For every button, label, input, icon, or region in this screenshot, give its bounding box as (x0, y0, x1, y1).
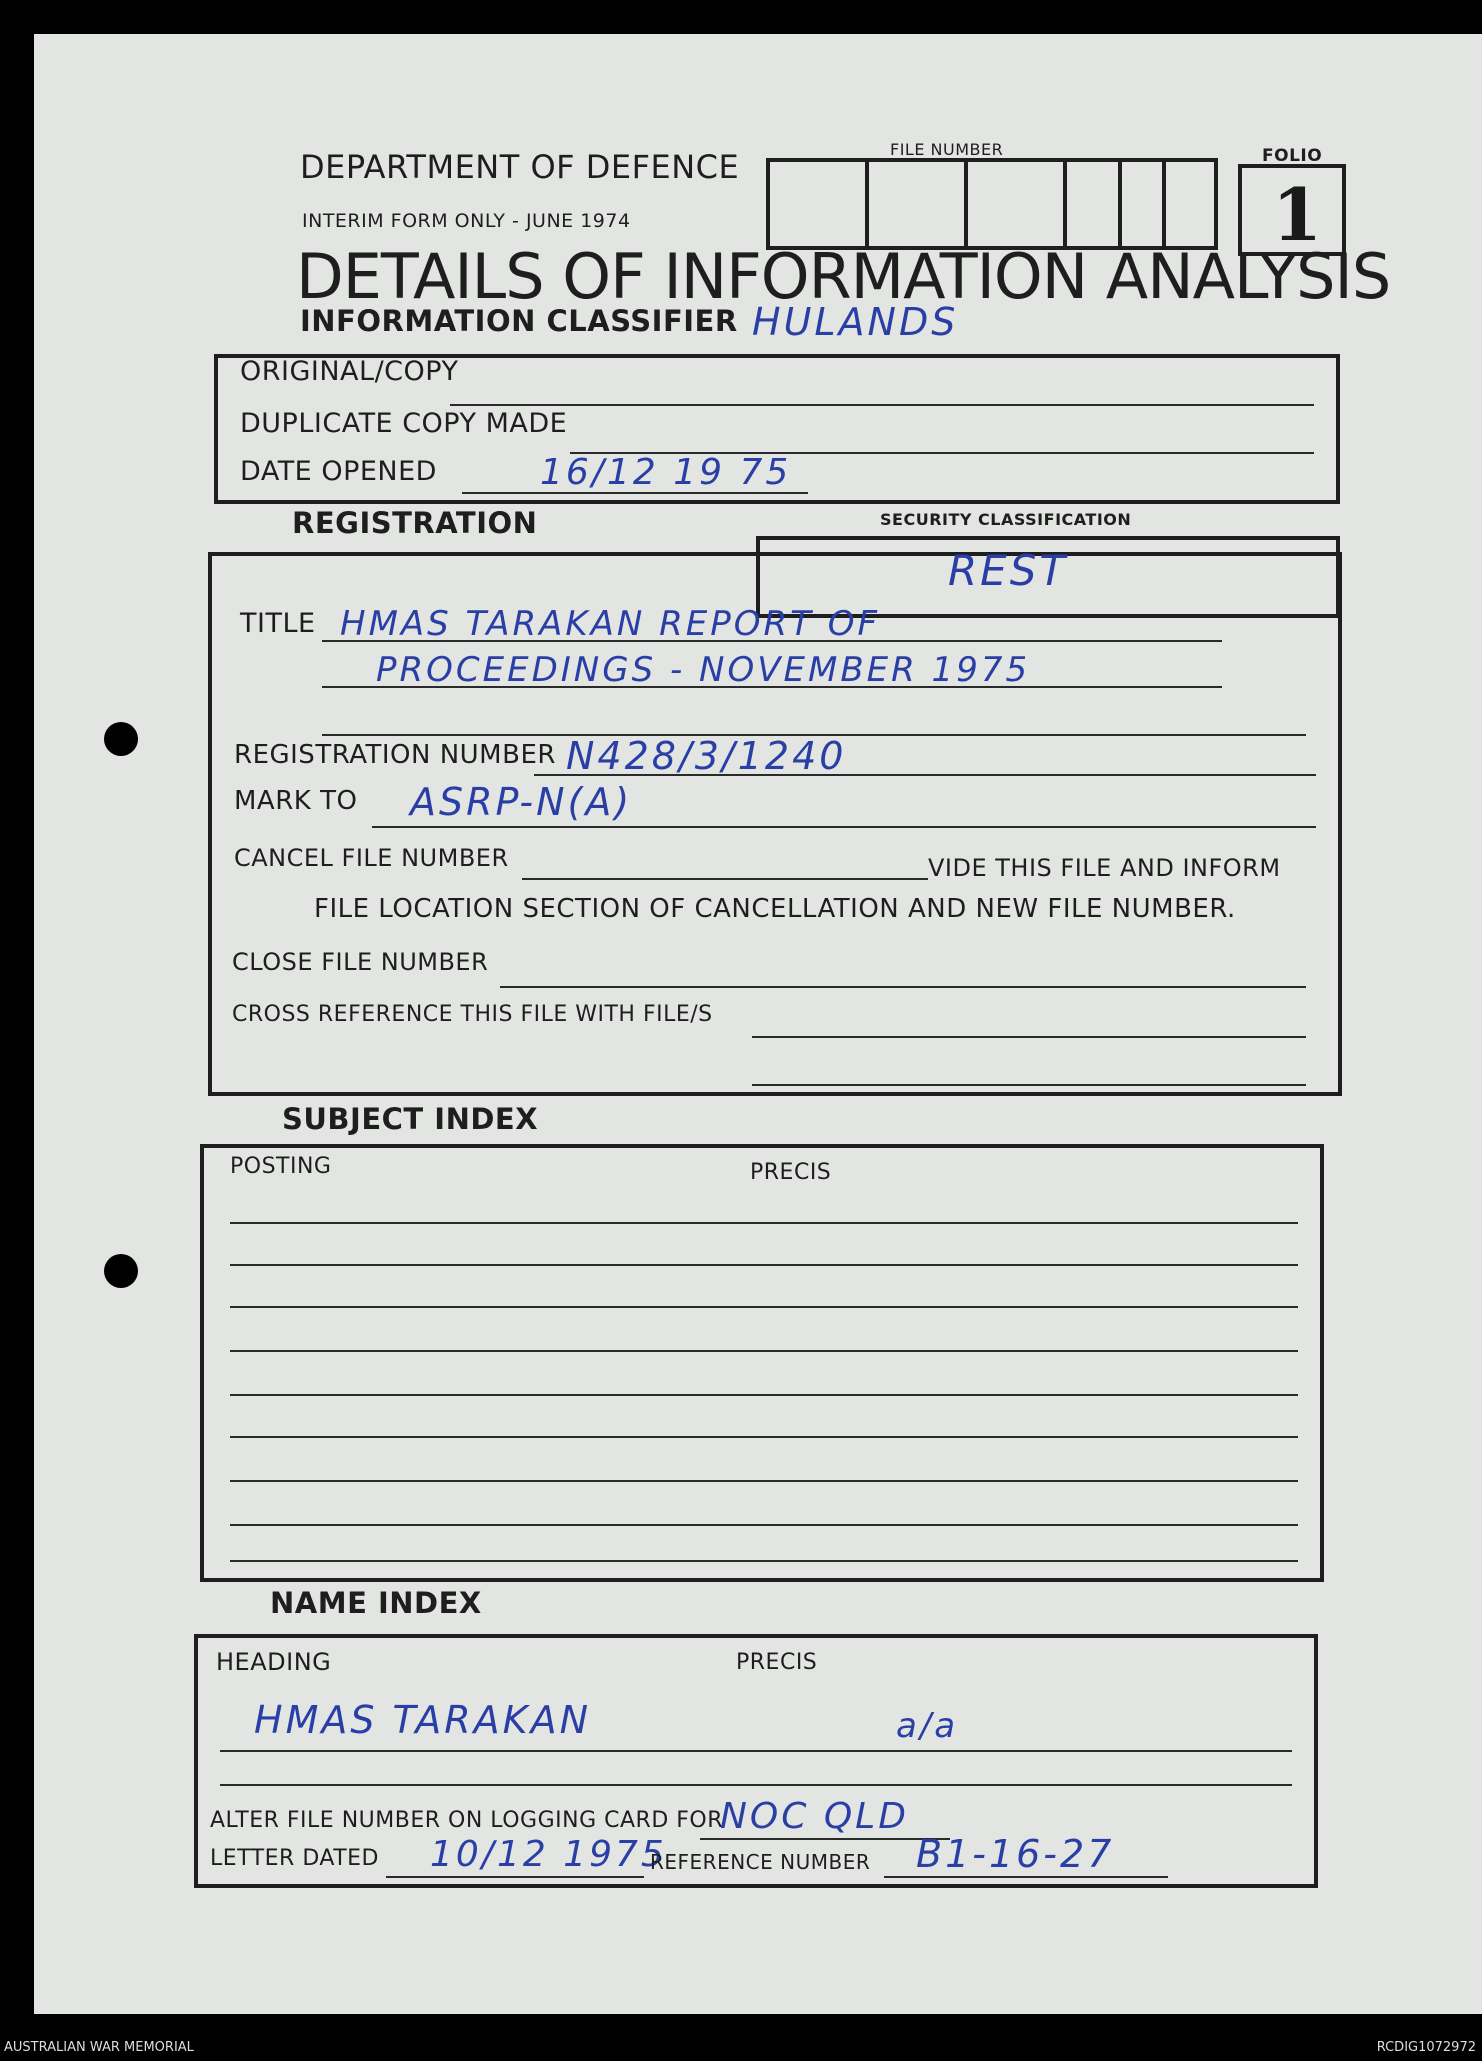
title-value-line-1: HMAS TARAKAN REPORT OF (340, 604, 881, 644)
name-precis-label: PRECIS (736, 1650, 818, 1675)
original-copy-label: ORIGINAL/COPY (240, 356, 459, 387)
punch-hole-bottom (104, 1254, 138, 1288)
subject-line-7[interactable] (230, 1480, 1298, 1482)
file-number-cell-1[interactable] (766, 158, 869, 250)
subject-line-3[interactable] (230, 1306, 1298, 1308)
subject-line-9[interactable] (230, 1560, 1298, 1562)
file-number-cell-5[interactable] (1118, 158, 1218, 250)
folio-number: 1 (1272, 172, 1323, 257)
security-classification-label: SECURITY CLASSIFICATION (880, 510, 1132, 529)
reference-number-field[interactable] (884, 1876, 1168, 1878)
alter-file-value: NOC QLD (720, 1796, 909, 1837)
subject-line-1[interactable] (230, 1222, 1298, 1224)
subject-line-8[interactable] (230, 1524, 1298, 1526)
duplicate-label: DUPLICATE COPY MADE (240, 408, 568, 439)
classifier-label: INFORMATION CLASSIFIER (300, 304, 738, 338)
mark-to-value: ASRP-N(A) (410, 780, 633, 824)
date-opened-label: DATE OPENED (240, 456, 437, 487)
file-location-label: FILE LOCATION SECTION OF CANCELLATION AND NEW FILE NUMBER. (314, 894, 1236, 924)
cross-reference-field-2[interactable] (752, 1084, 1306, 1086)
reference-number-value: B1-16-27 (916, 1832, 1115, 1876)
letter-dated-field[interactable] (386, 1876, 644, 1878)
subject-line-6[interactable] (230, 1436, 1298, 1438)
mark-to-field[interactable] (372, 826, 1316, 828)
cancel-file-label: CANCEL FILE NUMBER (234, 844, 509, 872)
close-file-field[interactable] (500, 986, 1306, 988)
cross-reference-field-1[interactable] (752, 1036, 1306, 1038)
classifier-value: HULANDS (752, 300, 959, 344)
subject-index-box (200, 1144, 1324, 1582)
reference-number-label: REFERENCE NUMBER (650, 1850, 871, 1874)
cancel-file-field[interactable] (522, 878, 928, 880)
registration-number-value: N428/3/1240 (566, 734, 847, 778)
name-line-1[interactable] (220, 1750, 1292, 1752)
footer-id: RCDIG1072972 (1376, 2040, 1476, 2055)
name-line-2[interactable] (220, 1784, 1292, 1786)
subject-line-4[interactable] (230, 1350, 1298, 1352)
folio-box (1238, 164, 1346, 256)
cross-reference-label: CROSS REFERENCE THIS FILE WITH FILE/S (232, 1002, 713, 1027)
letter-dated-value: 10/12 1975 (430, 1834, 667, 1875)
subject-index-heading: SUBJECT INDEX (282, 1102, 539, 1136)
interim-note: INTERIM FORM ONLY - JUNE 1974 (302, 210, 631, 232)
registration-number-label: REGISTRATION NUMBER (234, 740, 556, 770)
subject-line-2[interactable] (230, 1264, 1298, 1266)
original-copy-field[interactable] (450, 404, 1314, 406)
title-value-line-2: PROCEEDINGS - NOVEMBER 1975 (376, 650, 1031, 690)
name-precis-value: a/a (896, 1706, 959, 1746)
file-number-cell-3[interactable] (964, 158, 1067, 250)
posting-label: POSTING (230, 1154, 332, 1179)
security-classification-value: REST (948, 546, 1069, 595)
title-label: TITLE (240, 608, 316, 639)
mark-to-label: MARK TO (234, 786, 358, 816)
subject-precis-label: PRECIS (750, 1160, 832, 1185)
alter-file-field[interactable] (700, 1838, 950, 1840)
folio-label: FOLIO (1262, 146, 1323, 166)
subject-line-5[interactable] (230, 1394, 1298, 1396)
vide-label: VIDE THIS FILE AND INFORM (928, 854, 1281, 882)
file-number-label: FILE NUMBER (890, 140, 1004, 159)
department-label: DEPARTMENT OF DEFENCE (300, 148, 740, 186)
file-number-cell-2[interactable] (865, 158, 968, 250)
close-file-label: CLOSE FILE NUMBER (232, 948, 489, 976)
form-title: DETAILS OF INFORMATION ANALYSIS (296, 240, 1391, 313)
letter-dated-label: LETTER DATED (210, 1846, 380, 1871)
alter-file-label: ALTER FILE NUMBER ON LOGGING CARD FOR (210, 1808, 724, 1833)
heading-label: HEADING (216, 1648, 332, 1676)
date-opened-value: 16/12 19 75 (540, 452, 792, 493)
punch-hole-top (104, 722, 138, 756)
footer-source: AUSTRALIAN WAR MEMORIAL (4, 2040, 194, 2055)
name-index-heading: NAME INDEX (270, 1586, 482, 1620)
registration-heading: REGISTRATION (292, 506, 538, 540)
heading-value: HMAS TARAKAN (254, 1698, 592, 1742)
